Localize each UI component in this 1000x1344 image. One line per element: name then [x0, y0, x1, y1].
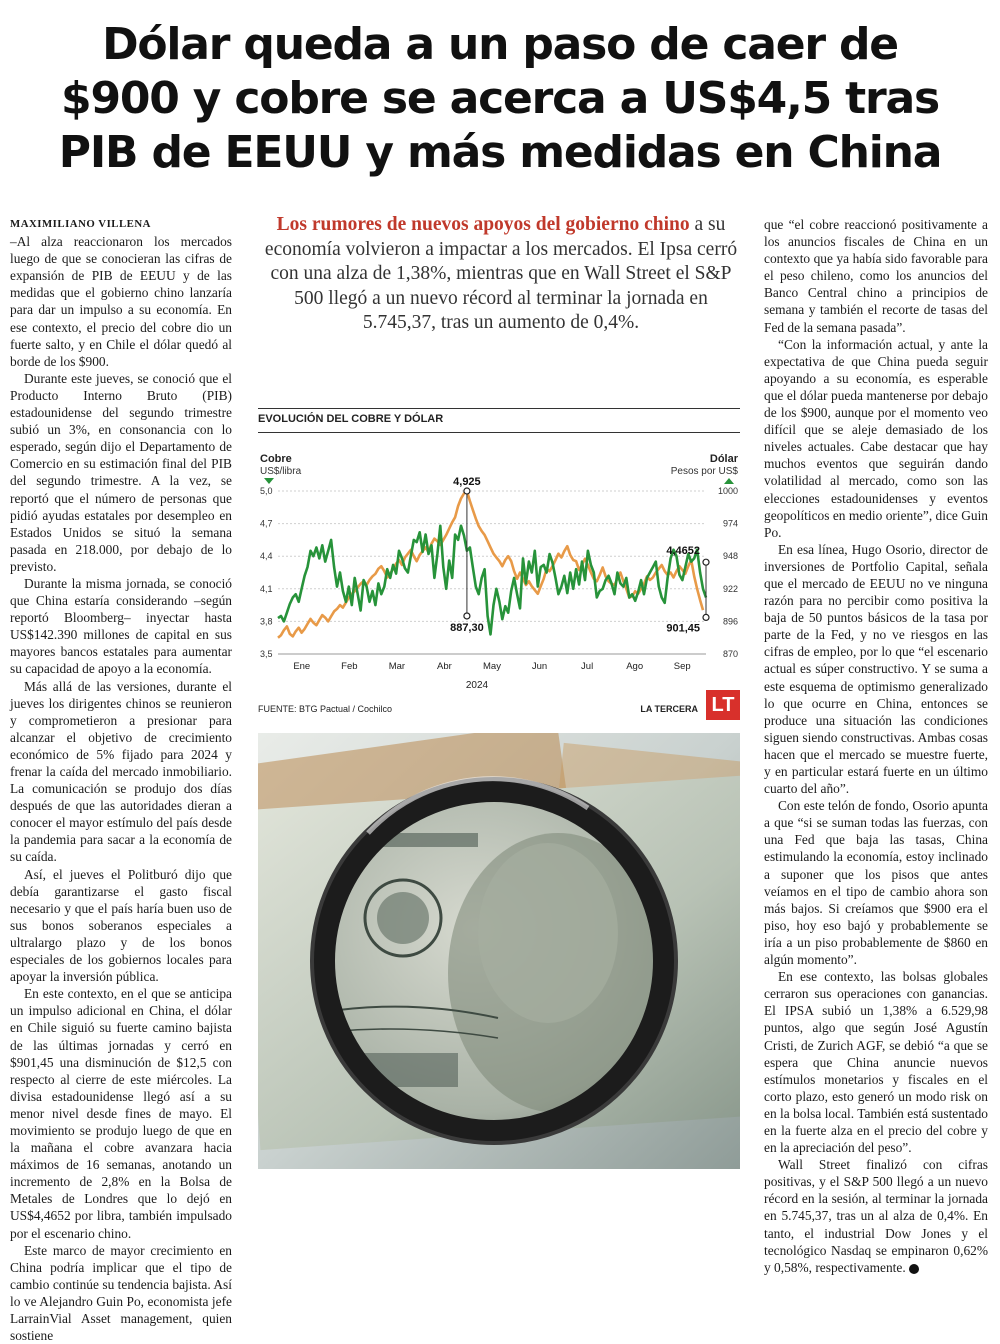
article-paragraph: Más allá de las versiones, durante el jueves los dirigentes chinos se reunieron y comprometieron a presionar para alcanzar el objetivo de crecimiento económico de 5% fijado para 2024 y frenar la caída del mercado inmobiliario. La comunicación se produjo dos días después de que las autoridades dieran a conocer el mayor estímulo del país desde la pandemia para sacar a la economía de su caída.	[10, 678, 232, 865]
annotation-point	[464, 613, 470, 619]
chart-plot	[258, 436, 740, 718]
article-paragraph: Wall Street finalizó con cifras positivas, y el S&P 500 llegó a un nuevo récord en la sesión, al terminar la jornada en 5.745,37, tras un al alza de 0,4%. En tanto, el industrial Dow Jones y el tecnológico Nasdaq se empinaron 0,62% y 0,58%, respectivamente.	[764, 1157, 988, 1275]
left-tick-label: 4,7	[260, 518, 273, 529]
headline-line: $900 y cobre se acerca a US$4,5 tras	[61, 73, 939, 124]
annotation-label: 4,925	[453, 476, 481, 488]
headline	[0, 18, 1000, 180]
left-axis-unit: US$/libra	[260, 466, 302, 477]
publication-logo: LT	[706, 690, 740, 720]
annotation-label: 4,4652	[666, 545, 700, 558]
x-tick-label: Ago	[626, 661, 644, 672]
right-axis-unit: Pesos por US$	[670, 466, 738, 477]
x-tick-label: Jul	[581, 661, 594, 672]
chart-title-rule	[258, 432, 740, 433]
cobre-series-line	[278, 526, 706, 635]
end-mark-icon: P	[909, 1264, 919, 1274]
article-paragraph: “Con la información actual, y ante la expectativa de que China pueda seguir apoyando a su economía, es esperable que el dólar pueda mantenerse por debajo de los $900, aunque por el momento veo difícil que se aleje demasiado de los niveles actuales. Cabe destacar que hay muchos eventos que seguirán dando volatilidad al mercado, como son las elecciones estadounidenses y eventos geopolíticos en medio oriente”, dice Guin Po.	[764, 336, 988, 540]
article-paragraph: En ese contexto, las bolsas globales cerraron sus operaciones con ganancias. El IPSA subió un 1,38% a 6.529,98 puntos, algo que según José Agustín Cristi, de Zurich AGF, se debió “a que se espera que China anuncie nuevos estímulos monetarios y fiscales en el corto plazo, esto generó un modo risk on en la bolsa local. También está sustentado en la fuerte alza en el precio del cobre y en la apreciación del peso”.	[764, 969, 988, 1156]
article-paragraph: Con este telón de fondo, Osorio apunta a que “si se suman todas las fuerzas, con una Fed que baja las tasas, China estimulando la economía, estoy inclinado a suponer que los pisos que antes veíamos en el tipo de cambio ahora son más bajos. Si creíamos que $900 era el piso, hoy eso bajó y probablemente se iría a un piso probablemente de $860 en algún momento”.	[764, 798, 988, 968]
dolar-legend-marker	[724, 478, 734, 484]
left-tick-label: 5,0	[260, 486, 273, 496]
chart-top-rule	[258, 408, 740, 409]
x-tick-label: Sep	[673, 661, 691, 672]
chart-panel	[258, 408, 740, 720]
annotation-point	[464, 488, 470, 494]
article-paragraph: En esa línea, Hugo Osorio, director de inversiones de Portfolio Capital, señala que el mercado de EEUU no ve ninguna razón para no percibir como positiva la baja de 50 puntos básicos de la tasa por parte de la Fed, y no ve riesgos en las cifras de empleo, por lo que “el escenario actual es súper constructivo. Y se suma a este esquema de optimismo generalizado lo que ocurre en China, entonces se produce una situación las condiciones siguen siendo constructivas. Ambas cosas hacen que el mercado se muestre fuerte, y en particular estará fuerte en un último cuarto del año”.	[764, 541, 988, 797]
article-column-right	[764, 216, 988, 1276]
article-paragraph: –Al alza reaccionaron los mercados luego de que se conocieran las cifras de expansión de PIB de EEUU y de las medidas que el gobierno chino lanzaría para dar un impulso a su economía. En ese contexto, el precio del cobre dio un fuerte salto, y en Chile el dólar quedó al borde de los $900.	[10, 234, 232, 369]
x-tick-label: May	[483, 661, 501, 672]
left-tick-label: 3,5	[260, 649, 273, 659]
article-column-left	[10, 216, 232, 1344]
annotation-point	[703, 559, 709, 565]
annotation-label: 901,45	[666, 622, 700, 635]
x-tick-label: Ene	[293, 661, 311, 672]
deck-lead: Los rumores de nuevos apoyos del gobierno chino	[276, 214, 690, 235]
x-tick-label: Feb	[341, 661, 358, 672]
article-paragraph: Durante la misma jornada, se conoció que China estaría considerando –según reportó Bloomberg– inyectar hasta US$142.390 millones de capital en sus mayores bancos estatales para aumentar su capacidad de apoyo a la economía.	[10, 575, 232, 677]
year-label: 2024	[465, 680, 489, 691]
right-tick-label: 948	[722, 551, 738, 562]
chart-source: FUENTE: BTG Pactual / Cochilco	[258, 704, 393, 714]
annotation-point	[703, 614, 709, 620]
magnifier-banknote-photo	[258, 733, 740, 1169]
author-byline: MAXIMILIANO VILLENA	[10, 218, 151, 230]
article-paragraph: En este contexto, en el que se anticipa un impulso adicional en China, el dólar en Chile siguió su fuerte camino bajista de las últimas jornadas y cerró en $901,45 una disminución de $12,5 con respecto al cierre de este miércoles. La divisa estadounidense llegó así a su menor nivel desde fines de mayo. El movimiento se produjo luego de que en la mañana el cobre avanzara hacia máximos de 16 semanas, anotando un incremento de 2,8% en la Bolsa de Metales de Londres que lo dejó en US$4,4652 por libra, también impulsado por el escenario chino.	[10, 986, 232, 1241]
right-axis-name: Dólar	[709, 453, 738, 465]
x-tick-label: Jun	[531, 661, 548, 672]
article-paragraph: Durante este jueves, se conoció que el Producto Interno Bruto (PIB) estadounidense del segundo trimestre subió un 3%, en consonancia con lo esperado, según dijo el Departamento de Comercio en su estimación final del PIB del segundo trimestre. A la vez, se reportó que el número de personas que pidió ayudas estatales por desempleo en Estados Unidos se situó la semana pasada en 218.000, por debajo de lo previsto.	[10, 370, 232, 574]
left-tick-label: 4,4	[260, 551, 273, 562]
publication-label: LA TERCERA	[640, 704, 698, 714]
headline-line: Dólar queda a un paso de caer de	[102, 19, 898, 70]
x-tick-label: Mar	[388, 661, 406, 672]
right-tick-label: 922	[722, 583, 738, 594]
article-paragraph: que “el cobre reaccionó positivamente a los anuncios fiscales de China en un contexto que ya había sido favorable para el peso chileno, como los anuncios del Banco Central chino a principios de semana y también el recorte de tasas del Fed de la semana pasada”.	[764, 217, 988, 335]
left-axis-name: Cobre	[260, 453, 292, 465]
dolar-series-line	[278, 491, 703, 638]
right-tick-label: 870	[722, 649, 738, 659]
left-tick-label: 4,1	[260, 583, 273, 594]
article-paragraph: Este marco de mayor crecimiento en China podría implicar que el tipo de cambio continúe su tendencia bajista. Así lo ve Alejandro Guin Po, economista jefe LarrainVial Asset management, quien sostiene	[10, 1242, 232, 1344]
headline-line: PIB de EEUU y más medidas en China	[58, 127, 942, 178]
deck	[262, 213, 740, 336]
right-tick-label: 974	[722, 518, 738, 529]
article-paragraph: Así, el jueves el Politburó dijo que debía garantizarse el gasto fiscal necesario y que el país haría buen uso de sus bonos soberanos especiales a ultralargo plazo y de los bonos especiales de los gobiernos locales para apoyar la inversión pública.	[10, 866, 232, 985]
annotation-label: 887,30	[450, 621, 484, 634]
right-tick-label: 1000	[717, 486, 738, 496]
cobre-legend-marker	[264, 478, 274, 484]
x-tick-label: Abr	[437, 661, 452, 672]
left-tick-label: 3,8	[260, 616, 273, 627]
chart-title: EVOLUCIÓN DEL COBRE Y DÓLAR	[258, 413, 444, 425]
right-tick-label: 896	[722, 616, 738, 627]
deck-text: a su economía volvieron a impactar a los mercados. El Ipsa cerró con una alza de 1,38%, mientras que en Wall Street el S&P 500 llegó a un nuevo récord al terminar la jornada en 5.745,37, tras un aumento de 0,4%.	[264, 214, 738, 333]
